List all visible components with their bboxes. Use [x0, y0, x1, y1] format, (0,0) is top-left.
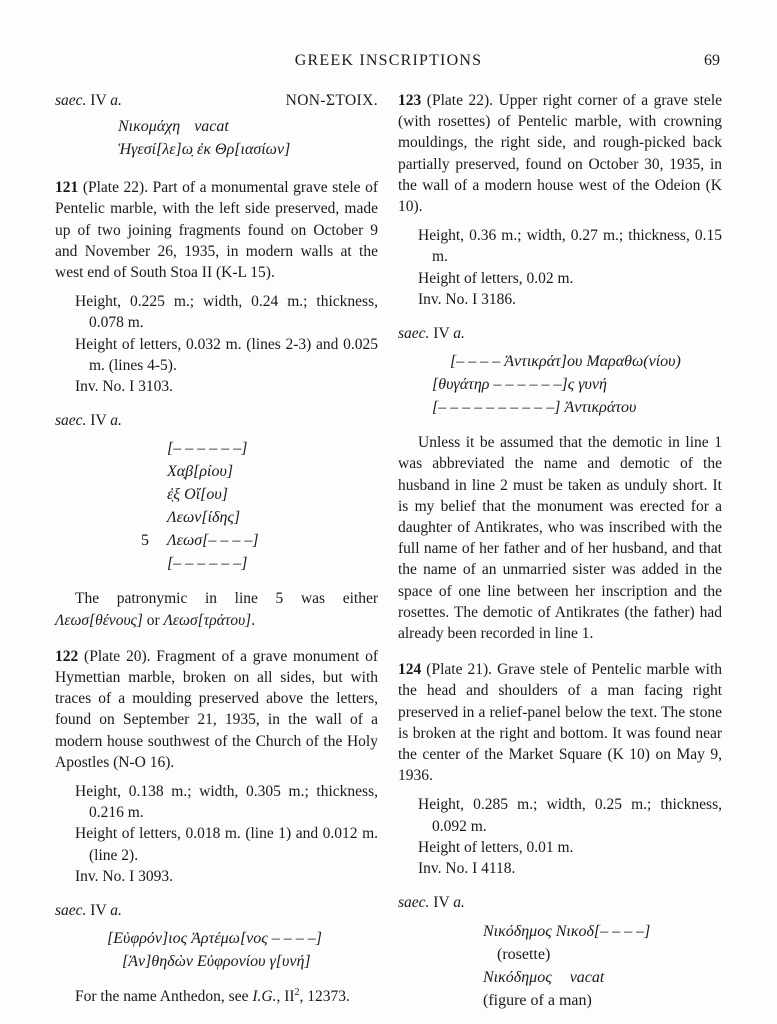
entry-text: (Plate 22). Part of a monumental grave stele of Pentelic marble, with the left side preserved, made up of two joining fragments found on October 9 and November 26, 1935, in modern walls at the west end of South Stoa II (K-L 15).	[55, 179, 379, 282]
saec-era: a.	[110, 92, 122, 109]
measurement-line: Height of letters, 0.02 m.	[418, 269, 574, 287]
measurement-line: Inv. No. I 3186.	[418, 290, 517, 308]
entry-number: 122	[55, 647, 79, 665]
entry-number: 121	[55, 179, 79, 197]
inscription-line: [– – – – – – – – – –] Ἀντικράτου	[432, 399, 637, 417]
vacat-label: vacat	[569, 968, 605, 986]
entry-122-dating-row	[55, 900, 378, 921]
saec-era: a.	[110, 412, 122, 430]
entry-121-measurements	[55, 291, 378, 397]
inscription-block-124	[483, 920, 722, 1012]
saec-word: saec.	[55, 412, 87, 430]
inscription-block-121	[141, 437, 378, 575]
entry-124-dating-row	[398, 892, 722, 913]
page-header	[55, 52, 722, 74]
right-column	[398, 90, 722, 1012]
measurement-line: Height, 0.36 m.; width, 0.27 m.; thickness, 0.15 m.	[418, 227, 722, 266]
inscription-line	[141, 529, 378, 552]
saec-label	[398, 892, 465, 913]
commentary-text: For the name Anthedon, see	[75, 988, 253, 1006]
saec-century: IV	[90, 92, 107, 109]
greek-text: Νικομάχη	[118, 118, 181, 136]
inscription-line: [– – – – Ἀντικράτ]ου Μαραθω(νίου)	[450, 353, 681, 371]
measurement-line: Inv. No. I 4118.	[418, 860, 516, 878]
inscription-block-120	[118, 115, 378, 161]
entry-121-paragraph	[55, 177, 378, 283]
saec-era: a.	[110, 902, 122, 920]
commentary-text: , 12373.	[299, 988, 350, 1006]
saec-word: saec.	[398, 894, 430, 912]
superscript: 2	[294, 987, 300, 999]
saec-era: a.	[453, 325, 465, 343]
stoich-label: NON-ΣTOIX.	[285, 92, 378, 109]
greek-text: Νικόδημος	[483, 968, 552, 986]
saec-century: IV	[433, 894, 450, 912]
saec-century: IV	[90, 412, 107, 430]
inscription-line	[118, 115, 378, 138]
measurement-line: Inv. No. I 3103.	[75, 378, 174, 396]
line-number: 5	[141, 532, 149, 550]
measurement-line: Height, 0.225 m.; width, 0.24 m.; thickness, 0.078 m.	[75, 293, 378, 332]
measurement-line: Height, 0.138 m.; width, 0.305 m.; thickness, 0.216 m.	[75, 783, 378, 822]
greek-text: Λεωσ[τράτου]	[163, 611, 252, 629]
entry-120-dating-row	[55, 90, 378, 111]
entry-text: (Plate 22). Upper right corner of a grave stele (with rosettes) of Pentelic marble, with crowning mouldings, the right side, and rough-picked back partially preserved, found on October 30, 1935, in the wall of a modern house west of the Odeion (K 10).	[398, 92, 723, 216]
entry-121-commentary	[55, 588, 378, 630]
entry-number: 124	[398, 661, 422, 679]
inscription-line: Χα̣β[ρίου]	[167, 463, 234, 481]
measurement-line: Inv. No. I 3093.	[75, 867, 174, 885]
inscription-annotation: (figure of a man)	[483, 991, 592, 1009]
commentary-text: or	[142, 611, 164, 629]
entry-122-measurements	[55, 781, 378, 887]
saec-word: saec.	[55, 902, 87, 920]
saec-label	[55, 90, 122, 111]
entry-number: 123	[398, 92, 422, 109]
entry-123-measurements	[398, 225, 722, 310]
two-column-body	[55, 90, 722, 1012]
saec-label	[55, 410, 122, 431]
page-number: 69	[704, 52, 720, 69]
inscription-line: [Ἀν]θηδὼν Εὐφρονίου γ[υνή]	[122, 953, 311, 971]
entry-text: (Plate 21). Grave stele of Pentelic marble with the head and shoulders of a man facing right preserved in a relief-panel below the text. The stone is broken at the right and bottom. It was found near the center of the Market Square (K 10) on May 9, 1936.	[398, 661, 723, 785]
entry-123-commentary: Unless it be assumed that the demotic in line 1 was abbreviated the name and demotic of the husband in line 2 must be taken as unduly short. It is my belief that the monument was erected for a daughter of Antikrates, who was inscribed with the full name of her father and of her husband, and that the name of an unmarried sister was added in the space of one line between her inscription and the rosettes. The demotic of Antikrates (the father) had already been recorded in line 1.	[398, 434, 722, 643]
entry-123-paragraph	[398, 90, 722, 217]
citation-abbrev: I.G.	[252, 988, 277, 1006]
inscription-line: [– – – – – –]	[167, 555, 248, 573]
entry-122-commentary	[55, 986, 378, 1007]
inscription-line: Λεων[ίδης]	[167, 509, 241, 527]
entry-121-dating-row	[55, 410, 378, 431]
page-title: GREEK INSCRIPTIONS	[294, 52, 483, 69]
saec-century: IV	[90, 902, 107, 920]
saec-word: saec.	[398, 325, 430, 343]
greek-text: Λεωσ[θένους]	[55, 611, 143, 629]
inscription-line: ἐ̣ξ Οἴ[ου]	[167, 486, 228, 504]
commentary-text: , II	[276, 988, 295, 1006]
measurement-line: Height, 0.285 m.; width, 0.25 m.; thickness, 0.092 m.	[418, 796, 722, 835]
saec-label	[55, 900, 122, 921]
commentary-text: .	[251, 611, 256, 629]
entry-123-dating-row	[398, 323, 722, 344]
inscription-line: [– – – – – –]	[167, 440, 248, 458]
inscription-line: Νικόδημος Νικοδ[– – – –]	[483, 922, 651, 940]
inscription-block-122	[107, 927, 378, 973]
measurement-line: Height of letters, 0.01 m.	[418, 838, 574, 856]
inscription-annotation: (rosette)	[497, 945, 551, 963]
measurement-line: Height of letters, 0.018 m. (line 1) and 0.012 m. (line 2).	[75, 825, 378, 864]
entry-122-paragraph	[55, 646, 378, 773]
inscription-line: [Εὐφρόν]ιος Ἀρτέμω[νος – – – –]	[107, 930, 322, 948]
inscription-line: Ἡγεσί[λε]ω̣ ἐκ Θρ[ιασίων]	[118, 141, 291, 159]
saec-era: a.	[453, 894, 465, 912]
saec-century: IV	[433, 325, 450, 343]
inscription-line	[483, 966, 722, 989]
inscription-line: [θυγάτηρ – – – – – –]ς γυνή	[432, 376, 607, 394]
greek-text: Λεωσ[– – – –]	[167, 532, 259, 550]
measurement-line: Height of letters, 0.032 m. (lines 2-3) and 0.025 m. (lines 4-5).	[75, 335, 378, 374]
entry-text: (Plate 20). Fragment of a grave monument of Hymettian marble, broken on all sides, but with traces of a moulding preserved above the letters, found on September 21, 1935, in the wall of a modern house southwest of the Church of the Holy Apostles (N-O 16).	[55, 647, 378, 771]
entry-124-paragraph	[398, 659, 722, 786]
left-column	[55, 90, 378, 1012]
entry-124-measurements	[398, 794, 722, 879]
saec-word: saec.	[55, 92, 87, 109]
saec-label	[398, 323, 465, 344]
inscription-block-123	[432, 350, 722, 419]
vacat-label: vacat	[194, 118, 229, 136]
commentary-text: The patronymic in line 5 was either	[75, 590, 378, 608]
